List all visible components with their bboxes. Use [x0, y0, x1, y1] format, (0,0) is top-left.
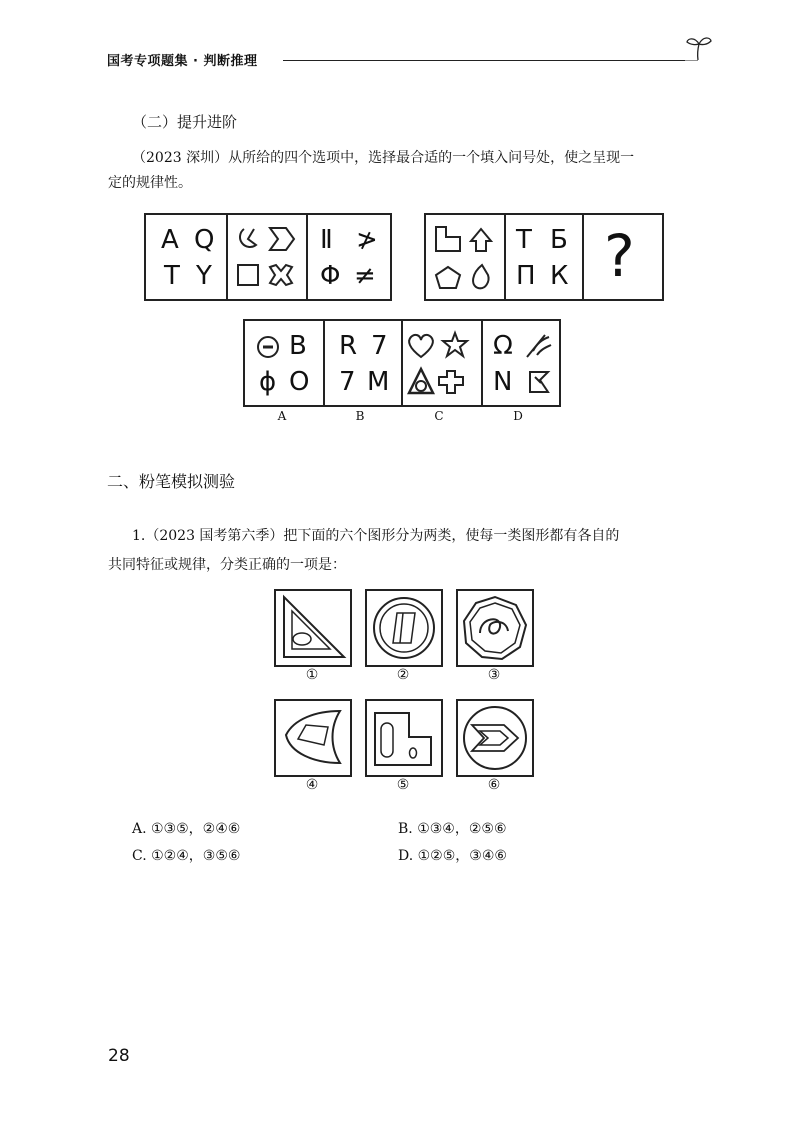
glyph: Φ: [320, 261, 341, 291]
arrow-up-shape: [471, 229, 491, 251]
glyph: 7: [371, 331, 388, 361]
heart-shape: [409, 335, 433, 357]
l-shape: [436, 227, 460, 251]
q1-line2: 共同特征或规律，分类正确的一项是：: [108, 557, 346, 573]
page-number: 28: [108, 1046, 130, 1066]
figure-number-1: ①: [305, 667, 319, 683]
star-shape: [443, 333, 467, 356]
glyph: К: [550, 261, 569, 291]
answer-option-c[interactable]: C. ①②④，③⑤⑥: [132, 848, 241, 864]
cross-shape: [439, 371, 463, 393]
options-strip: [243, 319, 561, 407]
triangle-inner-circle: [416, 381, 426, 391]
option-c-shapes: [401, 321, 481, 405]
glyph: R: [339, 331, 358, 361]
figure-number-5: ⑤: [396, 777, 410, 793]
glyph: Т: [516, 225, 532, 255]
option-label-b: B: [355, 409, 365, 423]
glyph: Б: [550, 225, 568, 255]
glyph: ≯: [356, 225, 378, 255]
sequence-strip-right: [424, 213, 664, 301]
glyph: П: [516, 261, 536, 291]
glyph: ϕ: [259, 367, 277, 397]
sequence-box-3: [306, 215, 390, 299]
glyph: O: [289, 367, 310, 397]
glyph: T: [164, 261, 180, 291]
sprout-icon: [683, 33, 713, 61]
question-intro-line2: 定的规律性。: [108, 175, 192, 191]
figure-2: [365, 589, 443, 667]
option-label-d: D: [513, 409, 523, 423]
figure-5: [365, 699, 443, 777]
figure-3: [456, 589, 534, 667]
drop-shape: [473, 265, 488, 288]
glyph: M: [367, 367, 390, 397]
glyph: ≠: [354, 261, 376, 291]
chevron-shape: [270, 228, 294, 250]
section-title: 二、粉笔模拟测验: [107, 472, 236, 491]
glyph: B: [289, 331, 307, 361]
option-box-a[interactable]: [245, 321, 325, 405]
option-label-c: C: [434, 409, 444, 423]
option-label-a: A: [277, 409, 287, 423]
feather-icon: [523, 329, 553, 361]
sequence-box-4: [426, 215, 506, 299]
option-box-b[interactable]: [323, 321, 403, 405]
sequence-box-5: [504, 215, 584, 299]
glyph: Y: [196, 261, 212, 291]
header-title: 国考专项题集 · 判断推理: [107, 54, 258, 69]
sequence-box-2: [226, 215, 308, 299]
header-rule: [283, 60, 685, 61]
section-subtitle: （二）提升进阶: [132, 113, 238, 131]
square-shape: [238, 265, 258, 285]
box2-shapes: [226, 215, 306, 299]
glyph: N: [493, 367, 513, 397]
figure-number-3: ③: [487, 667, 501, 683]
figure-1: [274, 589, 352, 667]
x-shape: [270, 265, 292, 285]
glyph: Q: [194, 225, 215, 255]
figure-4: [274, 699, 352, 777]
answer-option-d[interactable]: D. ①②⑤，③④⑥: [398, 848, 507, 864]
glyph: Ⅱ: [320, 225, 333, 255]
q1-line1: 1.（2023 国考第六季）把下面的六个图形分为两类，使每一类图形都有各自的: [132, 528, 620, 544]
sequence-strip-left: [144, 213, 392, 301]
glyph: A: [161, 225, 179, 255]
glyph: 7: [339, 367, 356, 397]
question-intro-line1: （2023 深圳）从所给的四个选项中，选择最合适的一个填入问号处，使之呈现一: [132, 150, 635, 166]
theta-circle-icon: [255, 334, 281, 360]
flag-corner-icon: [527, 369, 551, 395]
sequence-box-1: [146, 215, 228, 299]
question-mark-box: [582, 215, 662, 299]
option-box-d[interactable]: [481, 321, 559, 405]
answer-option-a[interactable]: A. ①③⑤，②④⑥: [132, 821, 241, 837]
figure-number-6: ⑥: [487, 777, 501, 793]
option-box-c[interactable]: [401, 321, 483, 405]
figure-number-2: ②: [396, 667, 410, 683]
answer-option-b[interactable]: B. ①③④，②⑤⑥: [398, 821, 507, 837]
pentagon-shape: [436, 267, 460, 288]
box4-shapes: [426, 215, 504, 299]
pacman-shape: [240, 229, 256, 247]
question-mark: ?: [604, 222, 635, 290]
figure-number-4: ④: [305, 777, 319, 793]
figure-6: [456, 699, 534, 777]
glyph: Ω: [493, 331, 513, 361]
